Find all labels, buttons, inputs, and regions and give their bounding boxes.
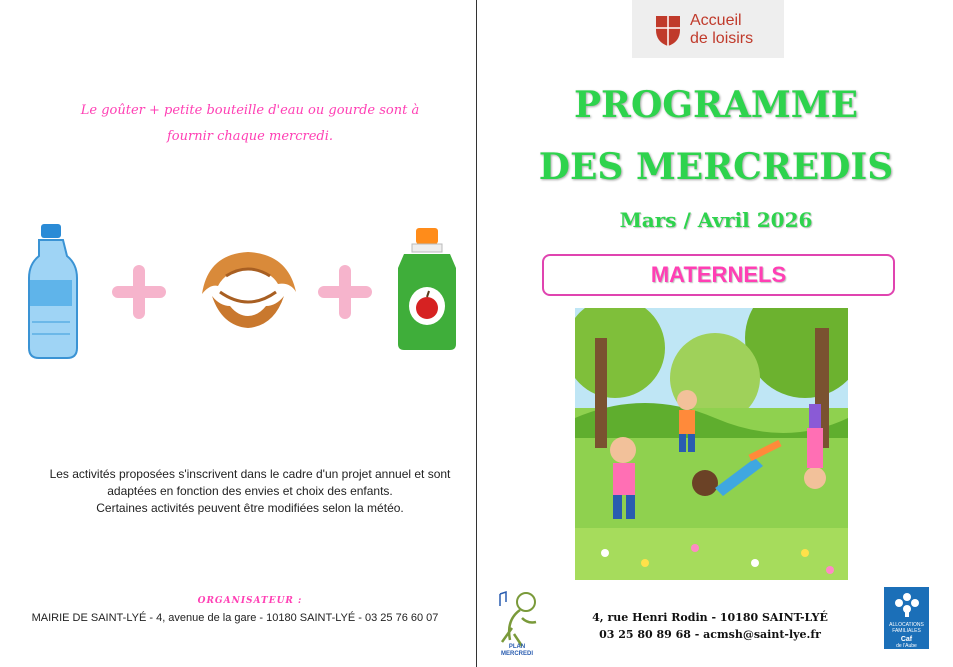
caf-subtitle: de l'Aube — [896, 643, 917, 649]
children-playing-illustration — [575, 308, 848, 580]
logo-line2: de loisirs — [690, 30, 754, 47]
town-crest-icon — [652, 14, 684, 48]
organizer-address: MAIRIE DE SAINT-LYÉ - 4, avenue de la gare - 10180 SAINT-LYÉ - 03 25 76 60 07 — [31, 612, 439, 624]
snack-note-line1: Le goûter + petite bouteille d'eau ou gourde sont à — [80, 103, 420, 118]
caf-symbol-icon — [893, 591, 921, 617]
level-badge — [542, 254, 895, 296]
plus-icon — [318, 265, 372, 319]
logo-line1: Accueil — [690, 12, 742, 29]
snack-note — [40, 98, 460, 150]
activities-line3: Certaines activités peuvent être modifiées selon la météo. — [96, 501, 404, 515]
caf-line1: ALLOCATIONS — [889, 622, 924, 628]
contact-phone-email: 03 25 80 89 68 - acmsh@saint-lye.fr — [599, 628, 821, 641]
croissant-icon — [196, 248, 300, 332]
period-subtitle: Mars / Avril 2026 — [619, 208, 813, 232]
caf-name: Caf — [900, 636, 913, 643]
caf-line2: FAMILIALES — [892, 628, 921, 634]
snack-illustration-row — [20, 222, 470, 362]
snack-note-line2: fournir chaque mercredi. — [166, 129, 334, 144]
caf-text — [884, 622, 929, 634]
organizer-title: ORGANISATEUR : — [197, 596, 303, 606]
contact-address: 4, rue Henri Rodin - 10180 SAINT-LYÉ — [592, 611, 828, 624]
activities-note — [30, 466, 470, 517]
level-label: MATERNELS — [650, 262, 787, 287]
activities-line2: adaptées en fonction des envies et choix des enfants. — [107, 484, 393, 498]
plan-mercredi-label — [492, 644, 542, 658]
plan-label-line2: MERCREDI — [500, 651, 533, 657]
title-line1: PROGRAMME — [573, 84, 859, 126]
logo-text — [690, 12, 753, 48]
page-divider — [476, 0, 477, 667]
plus-icon — [112, 265, 166, 319]
fruit-pouch-icon — [394, 226, 460, 354]
water-bottle-icon — [22, 222, 80, 362]
activities-line1: Les activités proposées s'inscrivent dans le cadre d'un projet annuel et sont — [49, 467, 451, 481]
title-line2: DES MERCREDIS — [538, 146, 894, 188]
plan-label-line1: PLAN — [508, 644, 526, 650]
accueil-de-loisirs-logo — [632, 0, 784, 58]
